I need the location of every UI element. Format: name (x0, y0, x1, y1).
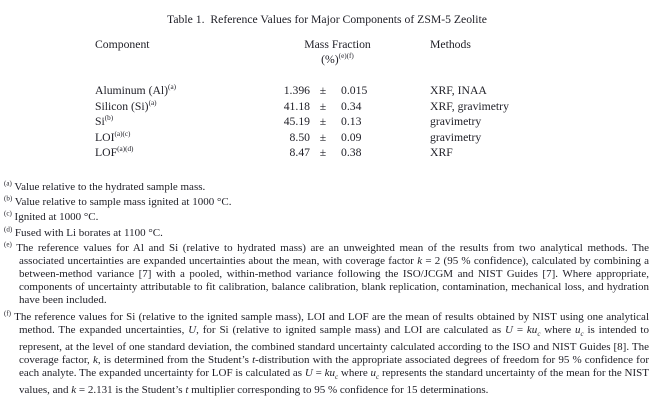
component-label: LOI (95, 130, 115, 144)
math-variable: t (185, 384, 189, 397)
component-cell (95, 131, 245, 147)
footnote-f: $^{(f)}$ The reference values for Si (relative to the ignited sample mass), LOI and LOF are the mean of results obtained by NIST using one analytical method. The expanded uncertainties, U, for Si (relative to ignited sample mass) and LOI are calculated as $U = ku_c$ where $u_c$ is intended to represent, at the level of one standard deviation, the combined standard uncertainty calculated according to the ISO and NIST Guides [8]. The coverage factor, k, is determined from the Student’s t-distribution with the appropriate associated degrees of freedom for 95 % confidence for each analyte. The expanded uncertainty for LOF is calculated as $U = ku_c$ where $u_c$ represents the standard uncertainty of the mean for the NIST values, and k = 2.131 is the Student’s t multiplier corresponding to 95 % confidence for 15 determinations. (4, 309, 650, 397)
math-variable: U (304, 366, 313, 379)
methods-cell: XRF (430, 146, 453, 159)
uncertainty-cell: 0.38 (341, 146, 362, 159)
uncertainty-cell: 0.34 (341, 99, 362, 113)
math-variable: t (252, 353, 256, 366)
footnote-a: $^{(a)}$ Value relative to the hydrated sample mass. (4, 179, 206, 193)
methods-cell: gravimetry (430, 130, 482, 144)
component-footnote-marker: (a) (168, 83, 177, 92)
value-cell: 41.18 (283, 99, 310, 113)
footnote-e: $^{(e)}$ The reference values for Al and Si (relative to hydrated mass) are an unweighted mean of the results from two analytical methods. The associated uncertainties are expanded uncertainties about the mean, with coverage factor k = 2 (95 % confidence), calculated by combining a between-method variance [7] with a pooled, within-method variance following the ISO/JCGM and NIST Guides [7]. Where appropriate, components of uncertainty attributable to fit calibration, balance calibration, blank replication, contamination, mechanical loss, and hydration have been included. (4, 240, 649, 306)
component-label: LOF (95, 146, 118, 159)
component-label: Aluminum (Al) (95, 84, 169, 97)
column-header-mass-fraction: Mass Fraction (304, 38, 371, 51)
footnote-c: $^{(c)}$ Ignited at 1000 °C. (4, 209, 99, 224)
column-header-component: Component (95, 38, 150, 51)
math-variable: k (92, 353, 98, 366)
component-cell (95, 115, 245, 131)
methods-cell: gravimetry (430, 115, 482, 128)
plus-minus-symbol: ± (319, 115, 327, 128)
uncertainty-cell: 0.015 (341, 84, 368, 97)
table-title: Table 1. Reference Values for Major Components of ZSM-5 Zeolite (167, 13, 487, 26)
footnote-marker: (f) (4, 309, 11, 318)
math-variable: u (370, 366, 377, 379)
math-subscript: c (376, 373, 380, 382)
column-header-methods: Methods (430, 38, 471, 51)
plus-minus-symbol: ± (319, 130, 327, 144)
table-header (95, 38, 650, 68)
math-subscript: c (537, 329, 541, 338)
methods-cell: XRF, gravimetry (430, 99, 509, 113)
math-variable: ku (526, 323, 538, 336)
footnotes-section (4, 181, 649, 401)
value-cell: 8.50 (289, 130, 310, 144)
math-variable: U (505, 323, 513, 336)
footnote-b: $^{(b)}$ Value relative to sample mass ignited at 1000 °C. (4, 194, 232, 209)
value-cell: 45.19 (283, 115, 310, 128)
footnote-marker: (a) (4, 179, 12, 188)
math-variable: u (575, 323, 581, 336)
component-footnote-marker: (a)(c) (114, 129, 131, 138)
uncertainty-cell: 0.13 (341, 115, 362, 128)
math-variable: k (71, 384, 77, 397)
footnote-marker: (b) (4, 194, 13, 203)
value-cell: 1.396 (283, 84, 310, 97)
methods-cell: XRF, INAA (430, 84, 487, 97)
footnote-d: $^{(d)}$ Fused with Li borates at 1100 °C. (4, 224, 163, 239)
column-header-unit (245, 53, 430, 68)
math-variable: ku (324, 366, 335, 379)
component-cell (95, 84, 245, 100)
component-cell (95, 146, 245, 162)
math-subscript: c (334, 373, 339, 382)
table-body (95, 84, 650, 162)
unit-footnote-marker: (e)(f) (338, 52, 354, 61)
component-footnote-marker: (a) (148, 98, 157, 107)
plus-minus-symbol: ± (319, 146, 327, 159)
plus-minus-symbol: ± (319, 84, 327, 97)
component-label: Silicon (Si) (95, 99, 149, 113)
component-footnote-marker: (b) (104, 114, 114, 123)
footnote-marker: (d) (4, 224, 13, 233)
footnote-marker: (e) (4, 240, 12, 249)
uncertainty-cell: 0.09 (341, 130, 362, 144)
footnote-marker: (c) (4, 209, 12, 218)
value-cell: 8.47 (289, 146, 310, 159)
math-variable: U (188, 323, 197, 336)
math-variable: k (417, 254, 423, 267)
plus-minus-symbol: ± (319, 99, 327, 113)
component-cell (95, 100, 245, 116)
math-subscript: c (580, 329, 584, 338)
component-label: Si (95, 115, 105, 128)
unit-label: (%) (321, 53, 339, 66)
component-footnote-marker: (a)(d) (117, 145, 134, 154)
